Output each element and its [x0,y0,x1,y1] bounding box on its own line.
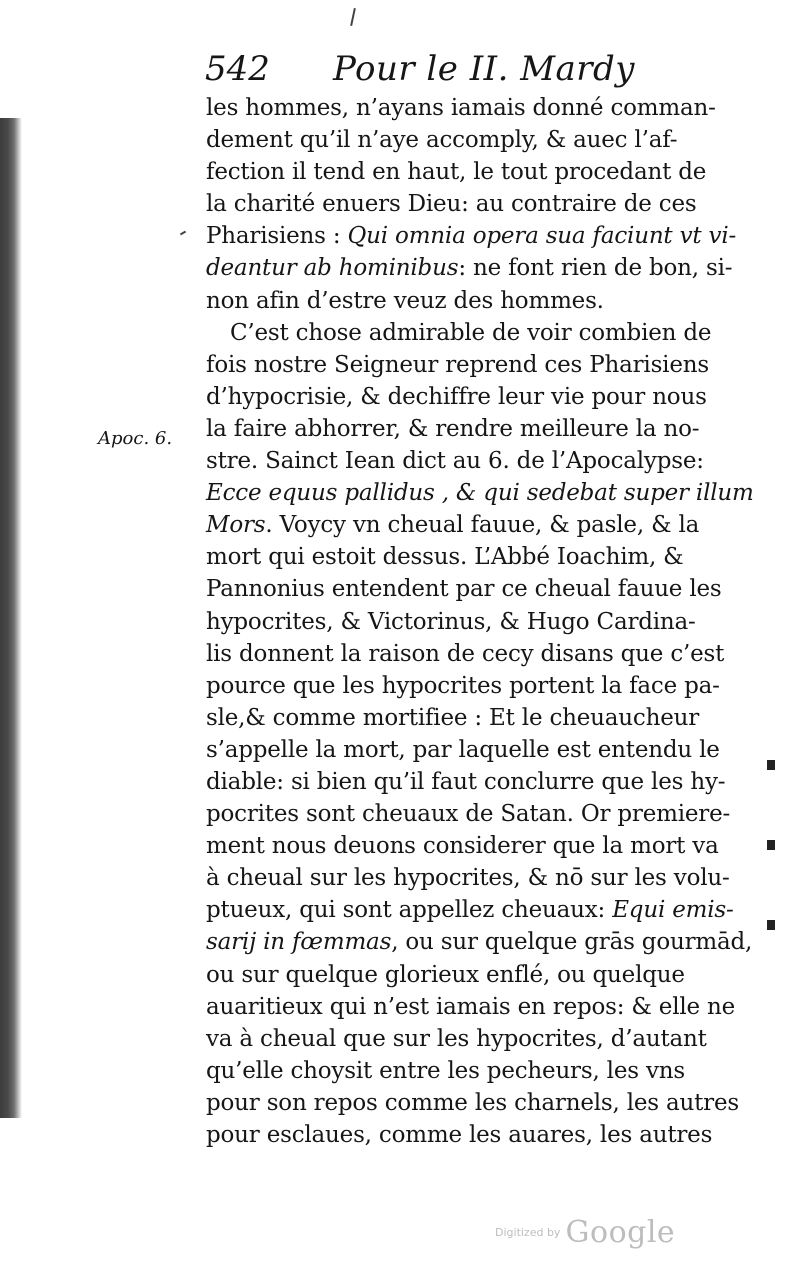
text-run: C’est chose admirable de voir combien de [230,319,712,346]
text-run: fois nostre Seigneur reprend ces Pharisiens [206,351,709,378]
text-run: auaritieux qui n’est iamais en repos: & elle ne [206,993,736,1020]
text-line [206,252,733,284]
text-line [206,830,719,862]
latin-quote: deantur ab hominibus [206,255,459,282]
text-line [206,734,720,766]
text-line [206,606,711,638]
text-line [206,317,711,349]
text-line [206,638,725,670]
page-number: 542 [205,49,270,89]
margin-note: Apoc. 6. [98,428,173,449]
body-text [206,92,754,1151]
text-line [206,670,720,702]
latin-quote: Mors [206,512,266,539]
text-line [206,445,711,477]
text-line [206,509,711,541]
text-run: dement qu’il n’aye accomply, & auec l’af- [206,127,678,154]
text-run: ment nous deuons considerer que la mort va [206,833,719,860]
watermark-logo-text: Google [565,1215,676,1250]
text-line [206,1119,711,1151]
text-line [206,188,711,220]
text-run: pocrites sont cheuaux de Satan. Or premiere- [206,801,731,828]
text-run: stre. Sainct Iean dict au 6. de l’Apocalypse: [206,448,704,475]
text-line [206,220,737,252]
watermark-small-text: Digitized by [495,1226,561,1239]
page-gutter-shadow [0,118,22,1118]
text-line [206,541,711,573]
text-line [206,573,722,605]
latin-quote: sarij in fœmmas [206,929,392,956]
text-run: les hommes, n’ayans iamais donné comman- [206,95,716,121]
text-line [206,1055,711,1087]
text-run: Pharisiens : [206,223,348,250]
text-run: qu’elle choysit entre les pecheurs, les vns [206,1057,685,1084]
text-run: pour esclaues, comme les auares, les autres [206,1122,713,1148]
text-line [206,285,711,317]
digitized-watermark [495,1215,675,1250]
latin-quote: Ecce equus pallidus , & qui sedebat super illum [206,480,754,507]
text-run: Pannonius entendent par ce cheual fauue les [206,576,722,603]
page-header [205,44,636,94]
text-run: , ou sur quelque grās gourmād, [391,929,753,956]
text-run: mort qui estoit dessus. L’Abbé Ioachim, & [206,544,684,571]
text-run: ou sur quelque glorieux enflé, ou quelque [206,961,685,988]
text-line [206,92,716,124]
text-line [206,991,736,1023]
text-run: la faire abhorrer, & rendre meilleure la no- [206,415,700,442]
text-run: diable: si bien qu’il faut conclurre que les hy- [206,768,726,795]
text-line [206,1087,739,1119]
text-run: sle,& comme mortifiee : Et le cheuaucheur [206,704,700,731]
text-line [206,1023,711,1055]
bleed-through-marks [763,760,777,1000]
text-line [206,862,730,894]
text-line [206,894,734,926]
text-line [206,381,711,413]
text-run: pour son repos comme les charnels, les autres [206,1089,739,1116]
text-line [206,702,711,734]
ink-mark [350,8,356,26]
text-line [206,349,711,381]
text-run: s’appelle la mort, par laquelle est entendu le [206,736,720,763]
text-run: fection il tend en haut, le tout procedant de [206,159,707,186]
text-run: . Voycy vn cheual fauue, & pasle, & la [265,512,700,539]
text-run: pource que les hypocrites portent la face pa- [206,672,720,699]
text-run: lis donnent la raison de cecy disans que c’est [206,640,725,667]
text-line [206,477,754,509]
text-line [206,766,726,798]
text-run: d’hypocrisie, & dechiffre leur vie pour nous [206,383,707,410]
text-run: non afin d’estre veuz des hommes. [206,287,604,314]
text-line [206,926,753,958]
text-line [206,798,731,830]
text-run: ptueux, qui sont appellez cheuaux: [206,897,613,924]
text-run: va à cheual que sur les hypocrites, d’autant [206,1025,707,1052]
latin-quote: Qui omnia opera sua faciunt vt vi- [347,223,737,250]
ink-mark [180,231,186,236]
text-line [206,156,711,188]
text-line [206,124,711,156]
text-line [206,959,711,991]
text-run: la charité enuers Dieu: au contraire de ces [206,191,697,218]
text-line [206,413,711,445]
text-run: hypocrites, & Victorinus, & Hugo Cardina- [206,608,696,635]
running-head: Pour le II. Mardy [333,49,636,89]
latin-quote: Equi emis- [612,897,734,924]
text-run: à cheual sur les hypocrites, & nō sur les volu- [206,865,730,892]
text-run: : ne font rien de bon, si- [458,255,733,282]
